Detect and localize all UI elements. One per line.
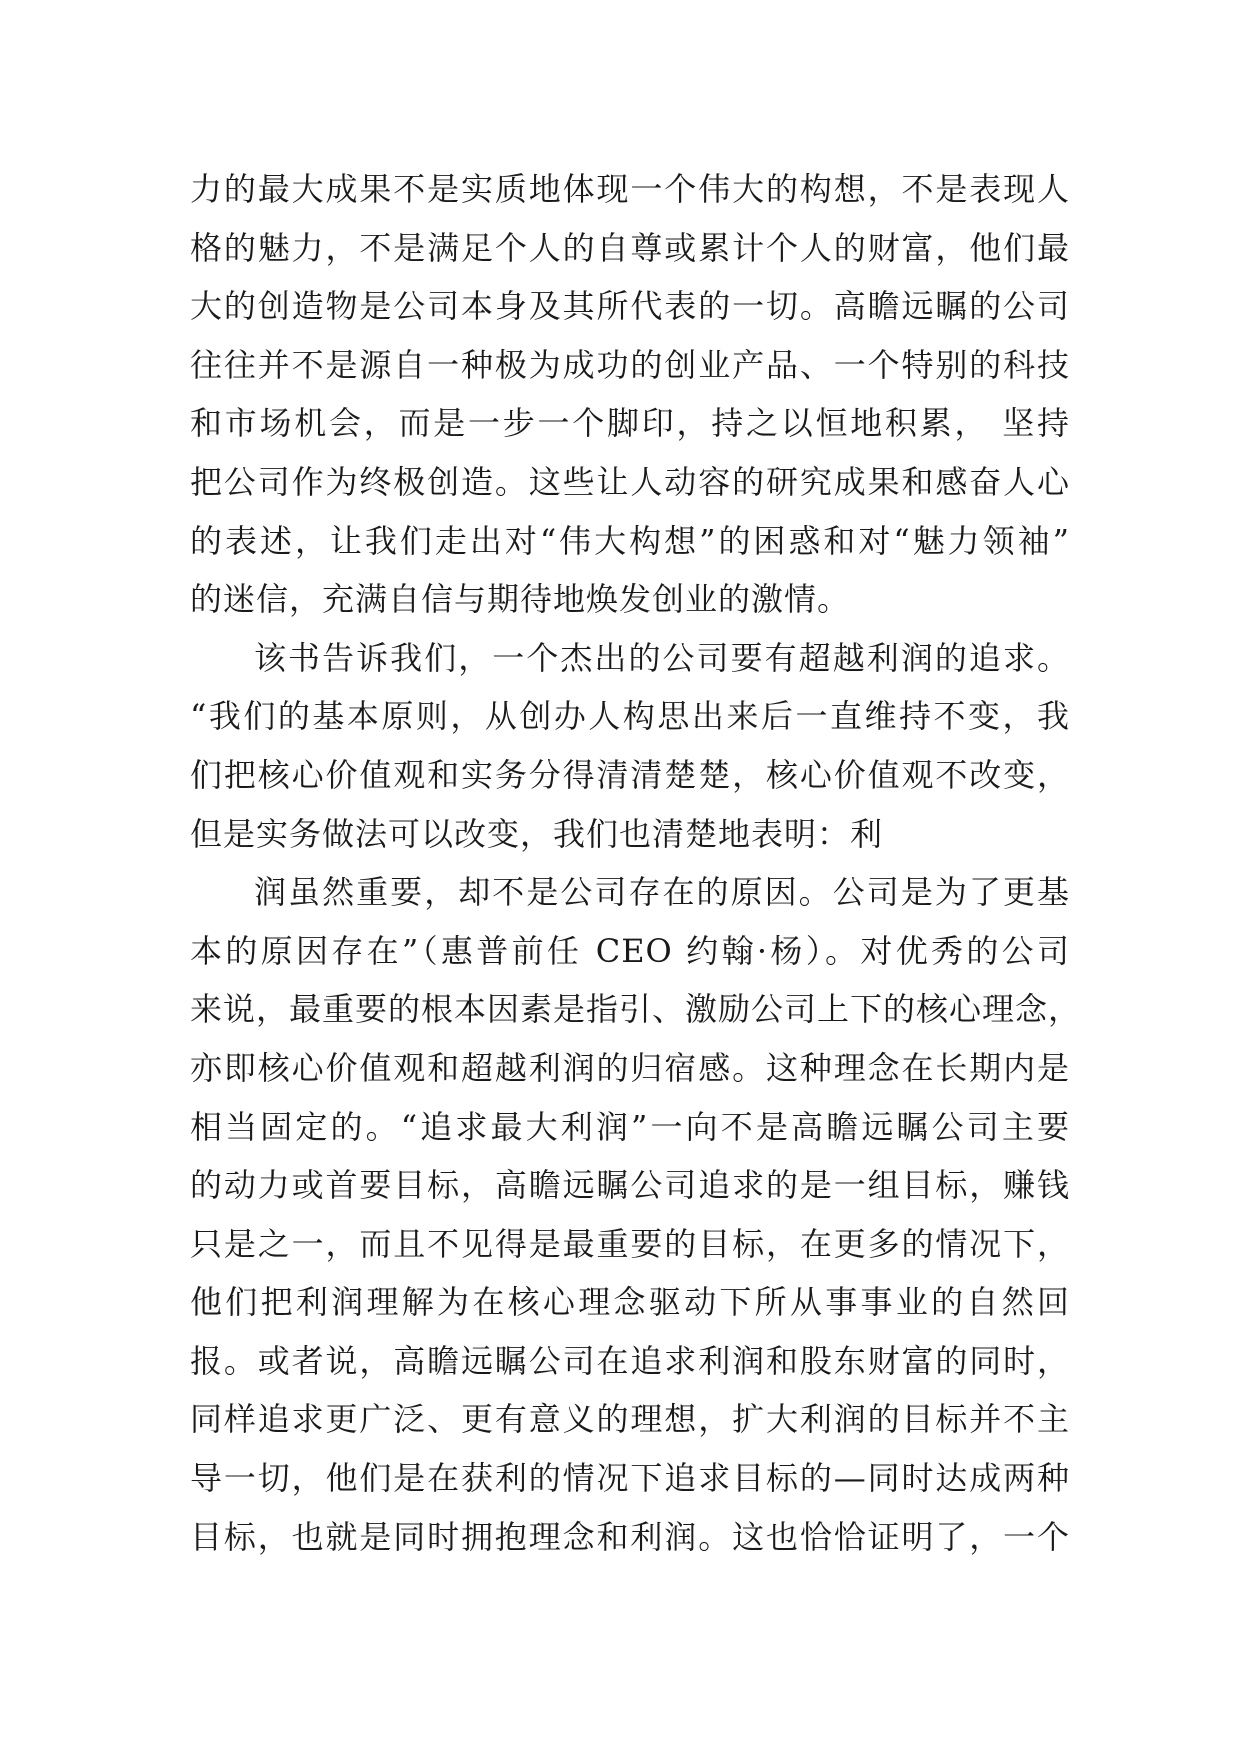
text-line: 格的魅力，不是满足个人的自尊或累计个人的财富，他们最 [190,228,1070,267]
text-line: 大的创造物是公司本身及其所代表的一切。高瞻远瞩的公司 [190,287,1070,326]
text-line: “我们的基本原则，从创办人构思出来后一直维持不变，我 [190,697,1070,736]
text-line: 导一切，他们是在获利的情况下追求目标的—同时达成两种 [190,1459,1070,1498]
text-line: 他们把利润理解为在核心理念驱动下所从事事业的自然回 [190,1283,1070,1322]
text-line: 和市场机会，而是一步一个脚印，持之以恒地积累， 坚持 [190,404,1070,443]
text-line: 的迷信，充满自信与期待地焕发创业的激情。 [190,580,851,619]
text-line: 的表述，让我们走出对“伟大构想”的困惑和对“魅力领袖” [190,521,1070,560]
text-line: 往往并不是源自一种极为成功的创业产品、一个特别的科技 [190,345,1070,384]
text-line: 相当固定的。“追求最大利润”一向不是高瞻远瞩公司主要 [190,1107,1070,1146]
text-line: 同样追求更广泛、更有意义的理想，扩大利润的目标并不主 [190,1400,1070,1439]
text-line: 本的原因存在”（惠普前任 CEO 约翰·杨）。对优秀的公司 [190,931,1070,970]
text-line: 来说，最重要的根本因素是指引、激励公司上下的核心理念， [190,990,1082,1029]
paragraph-first-line: 该书告诉我们，一个杰出的公司要有超越利润的追求。 [254,638,1070,677]
body-text [190,160,1082,1566]
text-line: 的动力或首要目标，高瞻远瞩公司追求的是一组目标，赚钱 [190,1166,1070,1205]
text-line: 亦即核心价值观和超越利润的归宿感。这种理念在长期内是 [190,1048,1070,1087]
text-line: 把公司作为终极创造。这些让人动容的研究成果和感奋人心 [190,462,1070,501]
text-line: 们把核心价值观和实务分得清清楚楚，核心价值观不改变， [190,755,1070,794]
text-line: 目标，也就是同时拥抱理念和利润。这也恰恰证明了，一个 [190,1517,1070,1556]
text-line: 但是实务做法可以改变，我们也清楚地表明：利 [190,814,884,853]
text-line: 报。或者说，高瞻远瞩公司在追求利润和股东财富的同时， [190,1341,1070,1380]
text-line: 力的最大成果不是实质地体现一个伟大的构想，不是表现人 [190,170,1070,208]
paragraph-first-line: 润虽然重要，却不是公司存在的原因。公司是为了更基 [254,873,1070,912]
text-line: 只是之一，而且不见得是最重要的目标，在更多的情况下， [190,1224,1070,1263]
